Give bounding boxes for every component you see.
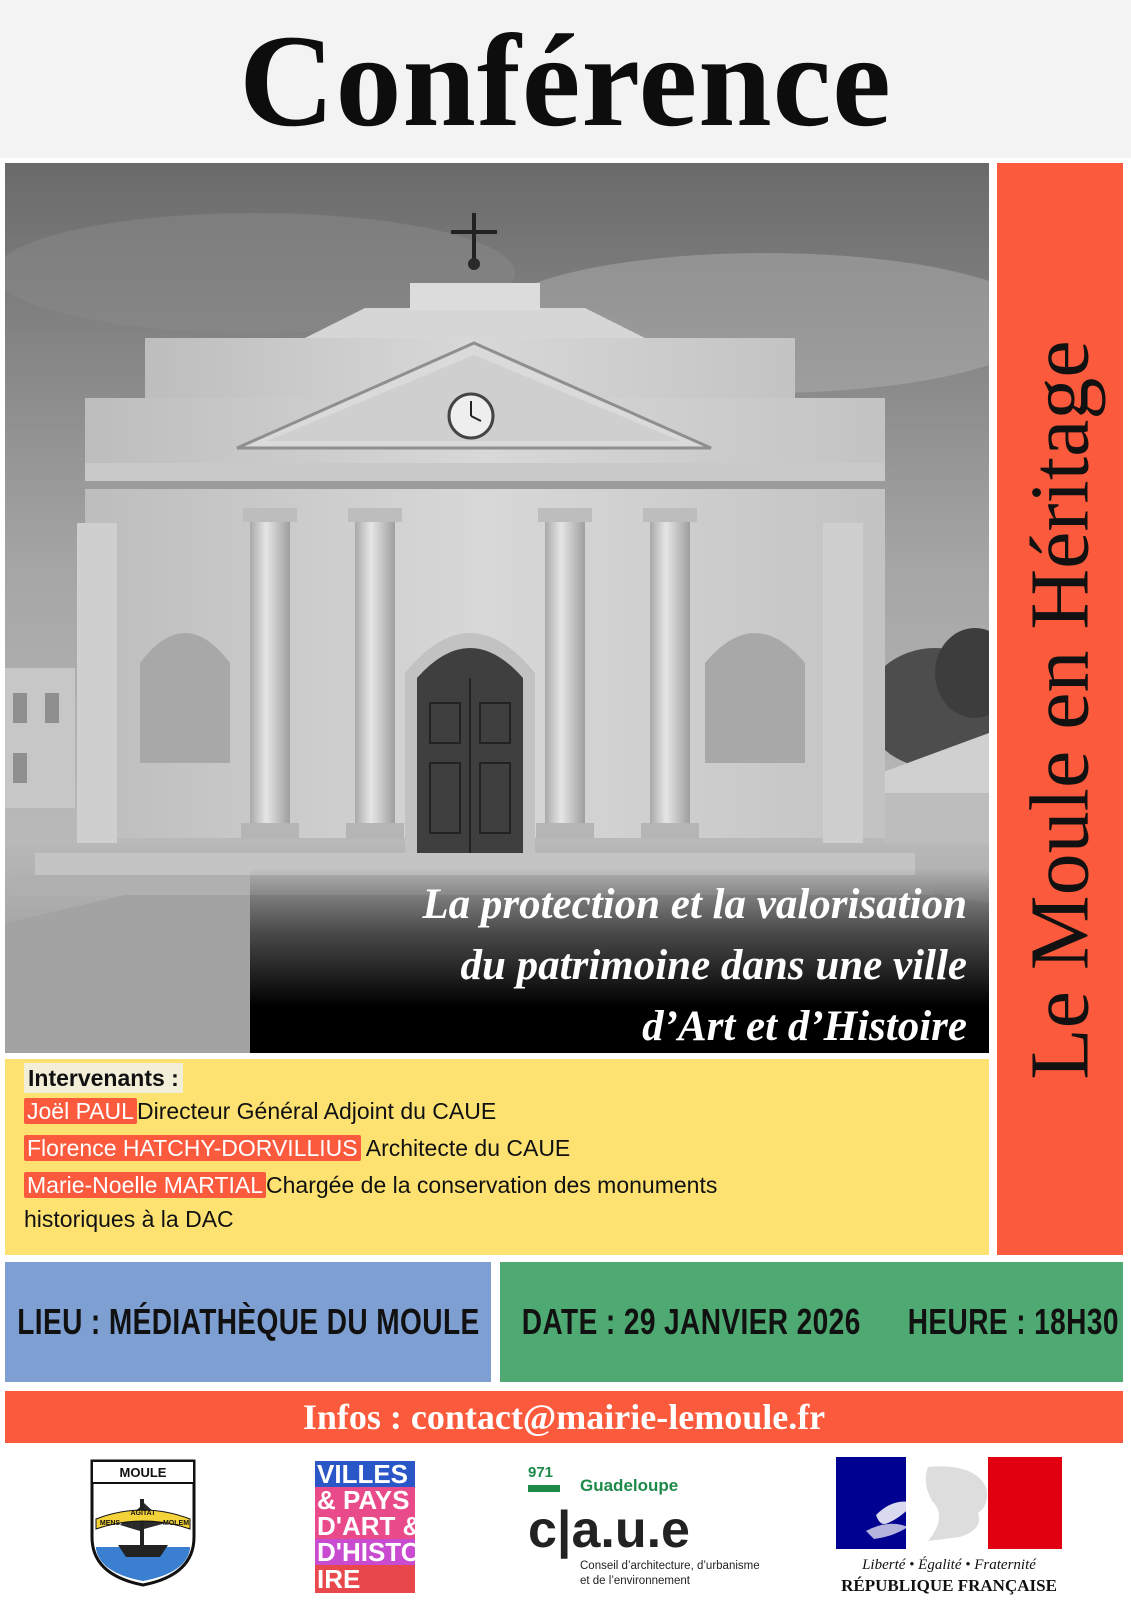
date-text: DATE : 29 JANVIER 2026 [521, 1301, 861, 1342]
venue-text: LIEU : MÉDIATHÈQUE DU MOULE [16, 1301, 480, 1342]
svg-text:D'HISTO: D'HISTO [317, 1537, 415, 1567]
villes-pays-art-histoire-logo [315, 1461, 415, 1593]
speakers-heading: Intervenants : [24, 1063, 183, 1093]
svg-text:D'ART &: D'ART & [317, 1511, 415, 1541]
speaker-name: Florence HATCHY-DORVILLIUS [24, 1135, 361, 1161]
speaker-role: Directeur Général Adjoint du CAUE [136, 1098, 497, 1124]
venue-box [5, 1262, 491, 1382]
speaker-row [24, 1093, 989, 1130]
speaker-name: Marie-Noelle MARTIAL [24, 1172, 266, 1198]
svg-text:RÉPUBLIQUE FRANÇAISE: RÉPUBLIQUE FRANÇAISE [841, 1576, 1057, 1595]
svg-text:VILLES: VILLES [317, 1461, 409, 1489]
subtitle-line-3: d’Art et d’Histoire [642, 1003, 967, 1050]
page-title: Conférence [239, 7, 892, 154]
svg-text:et de l’environnement: et de l’environnement [580, 1575, 690, 1587]
svg-text:& PAYS: & PAYS [317, 1485, 410, 1515]
svg-text:Liberté • Égalité • Fraternité: Liberté • Égalité • Fraternité [862, 1557, 1036, 1573]
side-title: Le Moule en Héritage [1013, 340, 1107, 1080]
speaker-row [24, 1167, 989, 1204]
speaker-name: Joël PAUL [24, 1098, 137, 1124]
republique-francaise-logo [836, 1457, 1062, 1595]
date-box [500, 1262, 1123, 1382]
svg-text:c|a.u.e: c|a.u.e [528, 1501, 690, 1559]
svg-text:MOLEM: MOLEM [162, 1520, 190, 1527]
svg-text:Guadeloupe: Guadeloupe [580, 1476, 679, 1495]
crest-label: MOULE [119, 1465, 167, 1480]
subtitle-box [250, 868, 989, 1053]
caue-logo [528, 1461, 798, 1593]
speaker-row [24, 1130, 989, 1167]
svg-text:971: 971 [528, 1464, 554, 1481]
svg-text:AGITAT: AGITAT [130, 1510, 156, 1517]
moule-crest-logo [88, 1457, 198, 1587]
speakers-panel [5, 1059, 989, 1255]
speaker-role-continued: historiques à la DAC [24, 1206, 234, 1232]
speaker-role: Architecte du CAUE [360, 1135, 571, 1161]
svg-text:Conseil d’architecture, d’urba: Conseil d’architecture, d’urbanisme [580, 1560, 760, 1572]
svg-text:IRE: IRE [317, 1564, 361, 1593]
time-text: HEURE : 18H30 [908, 1301, 1120, 1342]
subtitle-line-1: La protection et la valorisation [422, 881, 967, 928]
speaker-role: Chargée de la conservation des monuments [266, 1172, 718, 1198]
svg-text:MENS: MENS [99, 1520, 121, 1527]
subtitle-line-2: du patrimoine dans une ville [460, 942, 967, 989]
infos-banner[interactable]: Infos : contact@mairie-lemoule.fr [5, 1391, 1123, 1443]
